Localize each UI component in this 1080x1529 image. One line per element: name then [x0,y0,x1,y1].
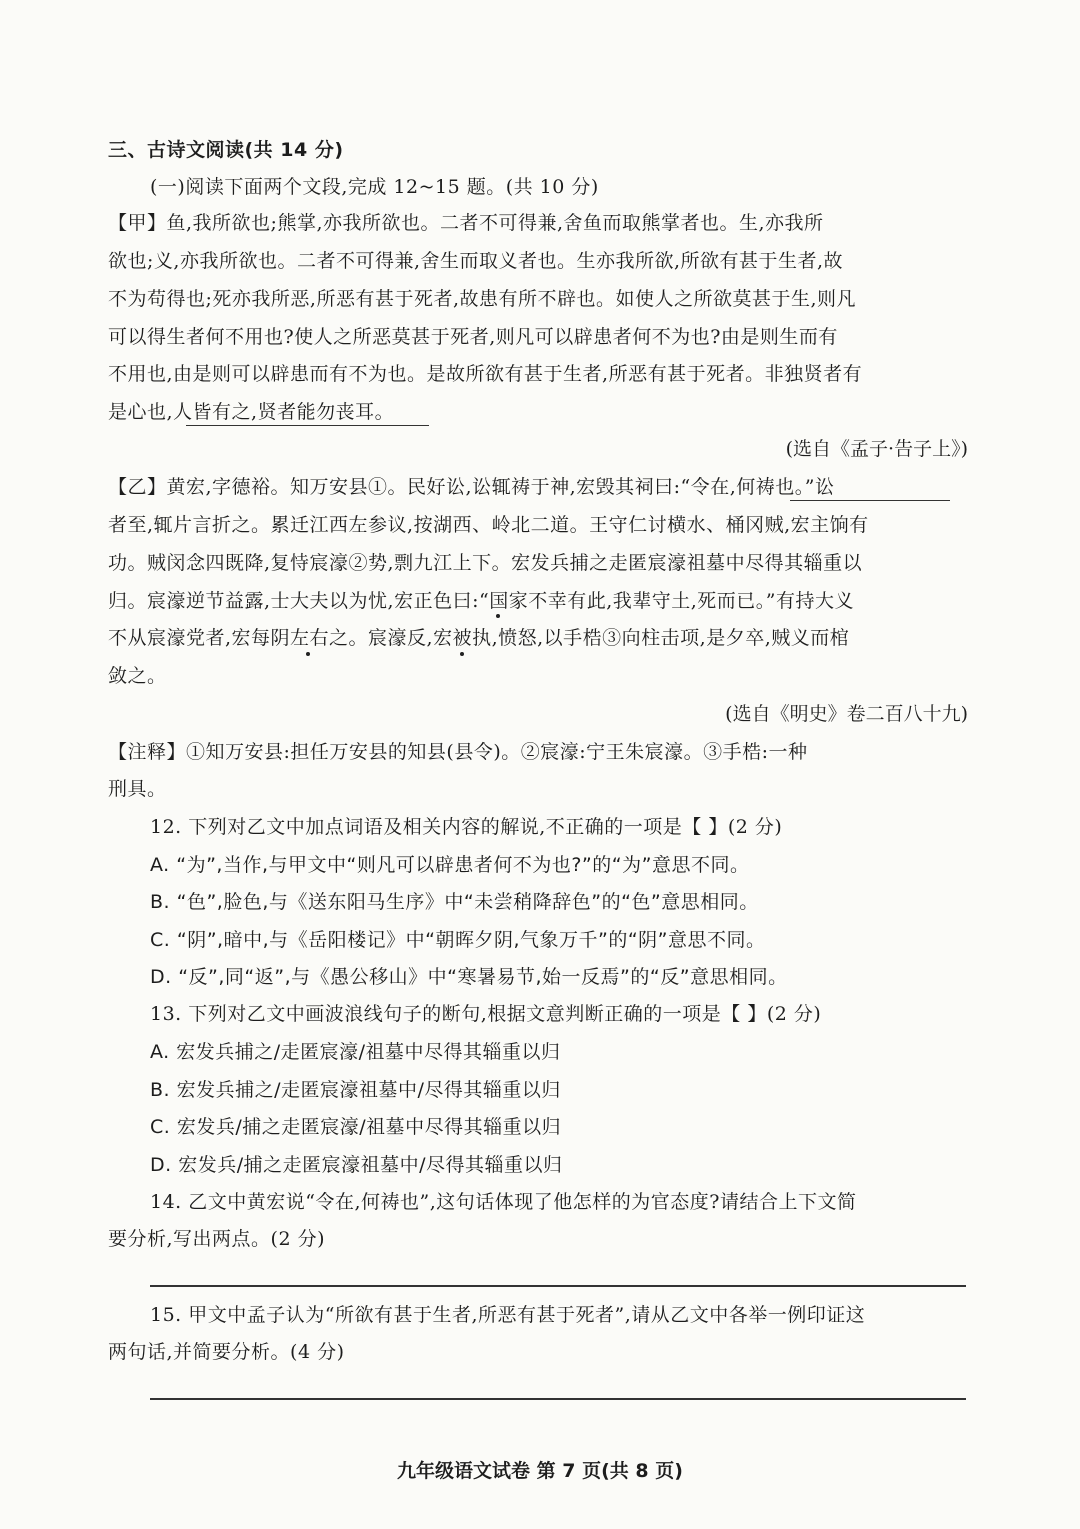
emphasis-dot [496,614,500,618]
passage-line: 不为苟得也;死亦我所恶,所恶有甚于死者,故患有所不辟也。如使人之所欲莫甚于生,则凡 [108,288,857,310]
section-subtitle: (一)阅读下面两个文段,完成 12~15 题。(共 10 分) [150,176,599,198]
question-stem-cont: 两句话,并简要分析。(4 分) [108,1341,345,1363]
option-a: A. “为”,当作,与甲文中“则凡可以辟患者何不为也?”的“为”意思不同。 [150,854,750,876]
underline-mark [186,425,429,426]
answer-line[interactable] [150,1398,966,1400]
passage-line: 不用也,由是则可以辟患而有不为也。是故所欲有甚于生者,所恶有甚于死者。非独贤者有 [108,363,863,385]
note-line: 【注释】①知万安县:担任万安县的知县(县令)。②宸濠:宁王朱宸濠。③手梏:一种 [108,741,808,763]
option-a: A. 宏发兵捕之/走匿宸濠/祖墓中尽得其辎重以归 [150,1041,561,1063]
passage-line: 敛之。 [108,665,167,687]
option-d: D. “反”,同“返”,与《愚公移山》中“寒暑易节,始一反焉”的“反”意思相同。 [150,966,788,988]
question-stem: 15. 甲文中孟子认为“所欲有甚于生者,所恶有甚于死者”,请从乙文中各举一例印证这 [150,1304,866,1326]
source-citation: (选自《孟子·告子上》) [785,438,968,460]
passage-line: 欲也;义,亦我所欲也。二者不可得兼,舍生而取义者也。生亦我所欲,所欲有甚于生者,故 [108,250,844,272]
question-stem: 13. 下列对乙文中画波浪线句子的断句,根据文意判断正确的一项是【 】(2 分) [150,1003,822,1025]
option-c: C. 宏发兵/捕之走匿宸濠/祖墓中尽得其辎重以归 [150,1116,562,1138]
option-b: B. “色”,脸色,与《送东阳马生序》中“未尝稍降辞色”的“色”意思相同。 [150,891,759,913]
emphasis-dot [460,652,464,656]
option-b: B. 宏发兵捕之/走匿宸濠祖墓中/尽得其辎重以归 [150,1079,561,1101]
question-stem: 14. 乙文中黄宏说“令在,何祷也”,这句话体现了他怎样的为官态度?请结合上下文简 [150,1191,857,1213]
emphasis-dot [306,652,310,656]
page-footer: 九年级语文试卷 第 7 页(共 8 页) [397,1460,683,1482]
section-title: 三、古诗文阅读(共 14 分) [108,139,344,161]
source-citation: (选自《明史》卷二百八十九) [725,703,968,725]
passage-line: 【甲】鱼,我所欲也;熊掌,亦我所欲也。二者不可得兼,舍鱼而取熊掌者也。生,亦我所 [108,212,824,234]
question-stem: 12. 下列对乙文中加点词语及相关内容的解说,不正确的一项是【 】(2 分) [150,816,783,838]
option-c: C. “阴”,暗中,与《岳阳楼记》中“朝晖夕阴,气象万千”的“阴”意思不同。 [150,929,766,951]
passage-line: 不从宸濠党者,宏每阴左右之。宸濠反,宏被执,愤怒,以手梏③向柱击项,是夕卒,贼义而棺 [108,627,850,649]
answer-line[interactable] [150,1285,966,1287]
option-d: D. 宏发兵/捕之走匿宸濠祖墓中/尽得其辎重以归 [150,1154,563,1176]
note-line: 刑具。 [108,778,167,800]
underline-mark [790,500,950,501]
question-stem-cont: 要分析,写出两点。(2 分) [108,1228,325,1250]
passage-line: 可以得生者何不用也?使人之所恶莫甚于死者,则凡可以辟患者何不为也?由是则生而有 [108,326,838,348]
passage-line: 者至,辄片言折之。累迁江西左参议,按湖西、岭北二道。王守仁讨横水、桶冈贼,宏主饷有 [108,514,869,536]
passage-line: 功。贼闵念四既降,复恃宸濠②势,剽九江上下。宏发兵捕之走匿宸濠祖墓中尽得其辎重以 [108,552,863,574]
passage-line: 【乙】黄宏,字德裕。知万安县①。民好讼,讼辄祷于神,宏毁其祠曰:“令在,何祷也。”讼 [108,476,835,498]
passage-line: 是心也,人皆有之,贤者能勿丧耳。 [108,401,395,423]
passage-line: 归。宸濠逆节益露,士大夫以为忧,宏正色曰:“国家不幸有此,我辈守土,死而已。”有持大义 [108,590,854,612]
